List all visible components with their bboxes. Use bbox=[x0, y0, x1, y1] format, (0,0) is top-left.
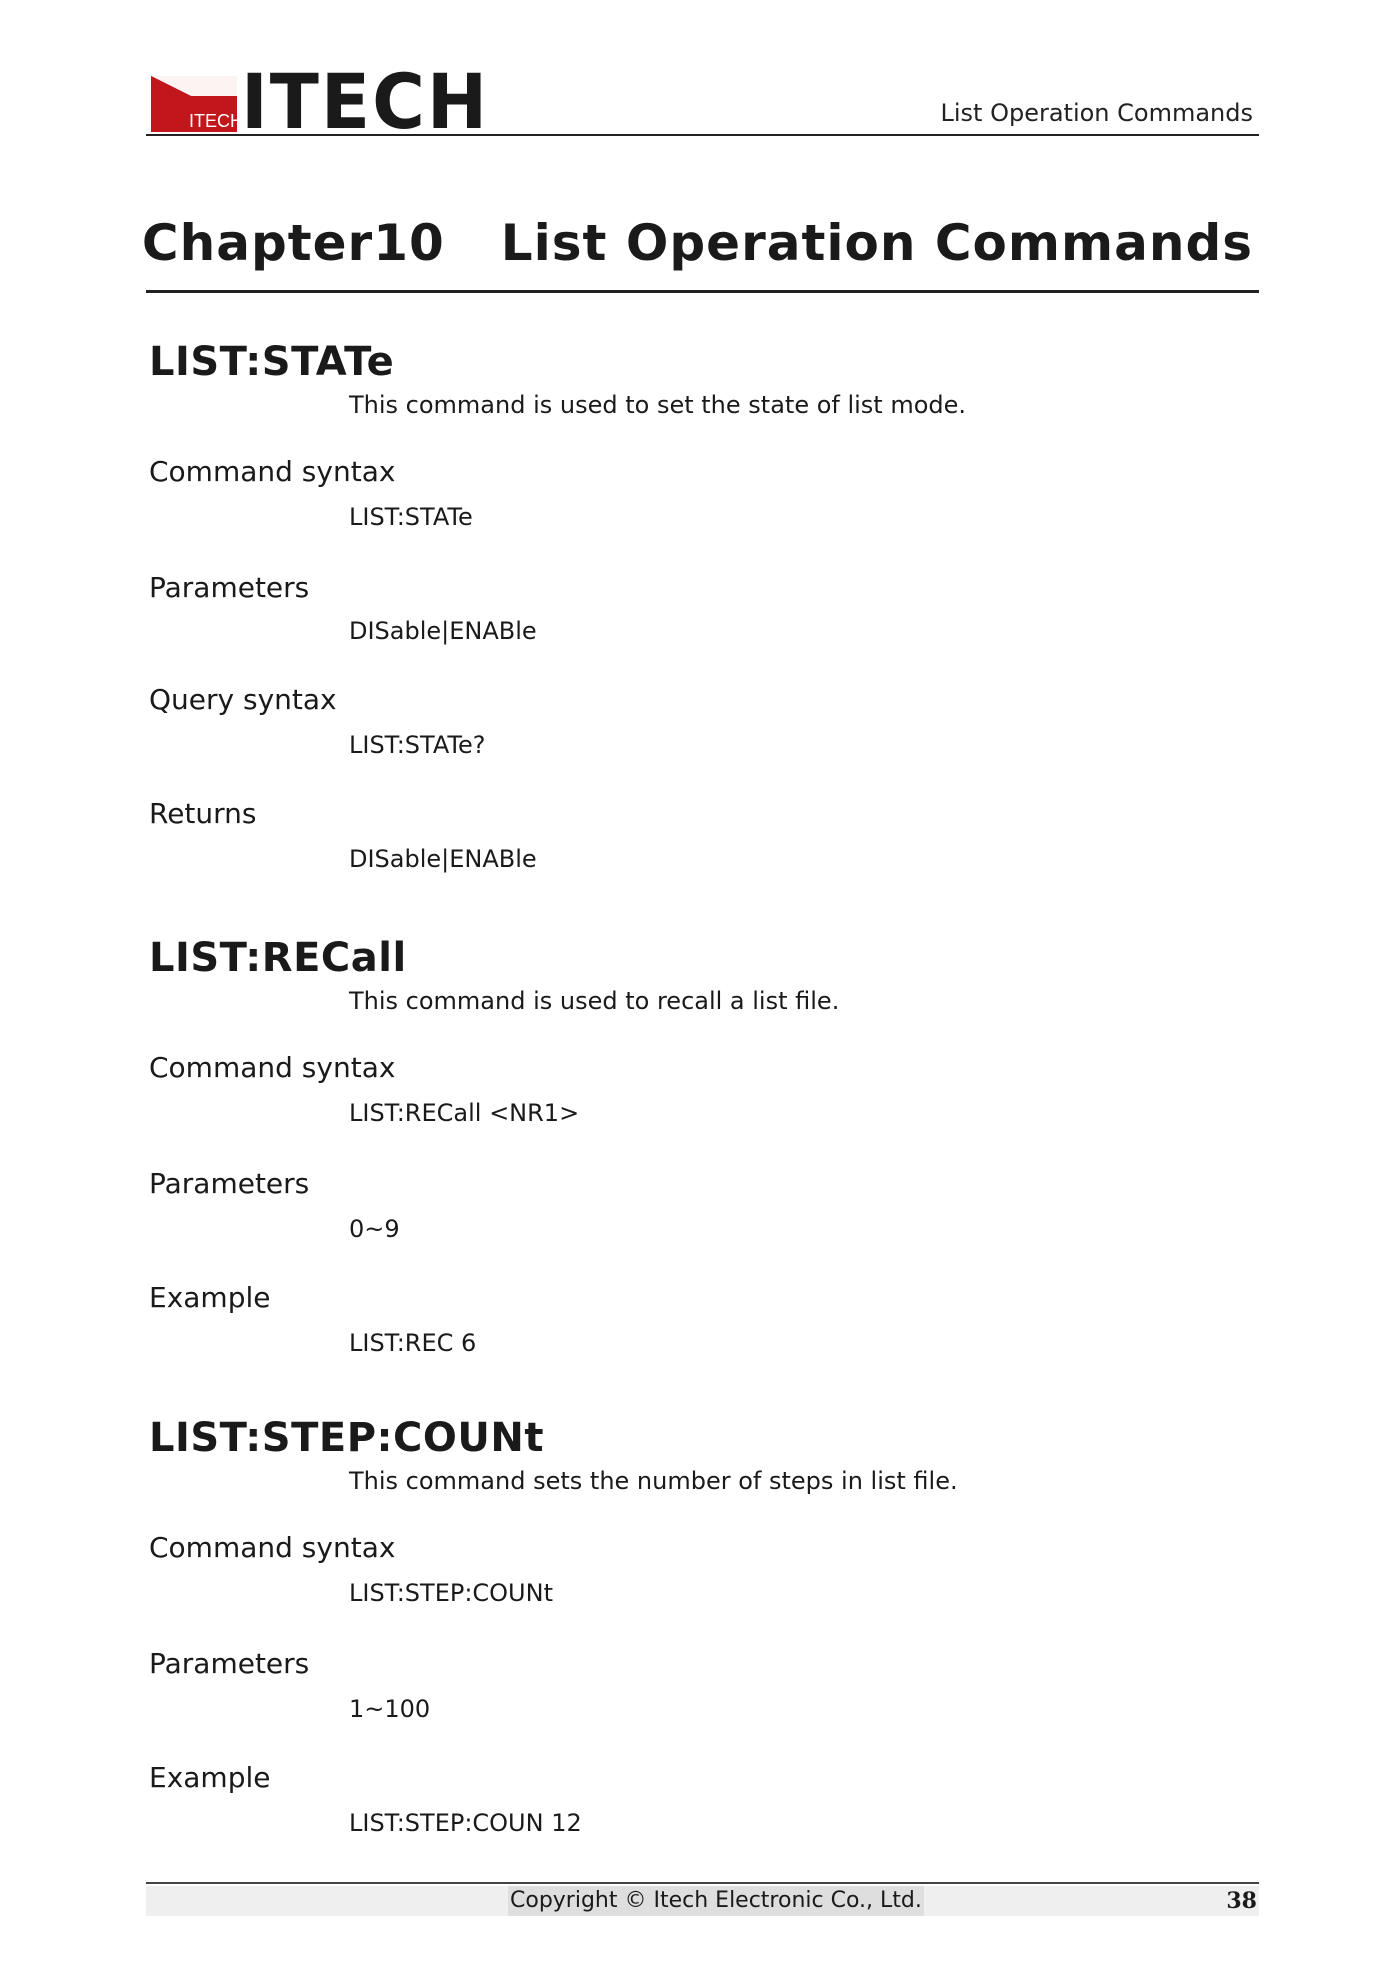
example-value: LIST:REC 6 bbox=[349, 1329, 477, 1357]
syntax-value: LIST:STATe bbox=[349, 503, 473, 531]
command-title: LIST:STEP:COUNt bbox=[149, 1415, 544, 1461]
chapter-heading bbox=[141, 210, 1259, 293]
parameters-value: 0~9 bbox=[349, 1215, 400, 1243]
header-section-title: List Operation Commands bbox=[940, 99, 1253, 127]
command-section-list-step-count bbox=[149, 1412, 1249, 1840]
example-label: Example bbox=[149, 1281, 271, 1314]
syntax-value: LIST:RECall <NR1> bbox=[349, 1099, 580, 1127]
command-section-list-state bbox=[149, 336, 1249, 876]
query-syntax-value: LIST:STATe? bbox=[349, 731, 486, 759]
syntax-label: Command syntax bbox=[149, 455, 396, 488]
page-number: 38 bbox=[1226, 1888, 1257, 1914]
query-syntax-label: Query syntax bbox=[149, 683, 337, 716]
copyright-text: Copyright © Itech Electronic Co., Ltd. bbox=[508, 1886, 924, 1916]
command-section-list-recall bbox=[149, 932, 1249, 1360]
itech-logo-wordmark: ITECH bbox=[241, 57, 490, 146]
command-title: LIST:RECall bbox=[149, 935, 407, 981]
example-label: Example bbox=[149, 1761, 271, 1794]
example-value: LIST:STEP:COUN 12 bbox=[349, 1809, 582, 1837]
parameters-value: 1~100 bbox=[349, 1695, 431, 1723]
parameters-label: Parameters bbox=[149, 1647, 310, 1680]
chapter-title: List Operation Commands bbox=[500, 214, 1253, 272]
page-footer bbox=[146, 1882, 1259, 1924]
command-title: LIST:STATe bbox=[149, 339, 395, 385]
syntax-value: LIST:STEP:COUNt bbox=[349, 1579, 553, 1607]
returns-label: Returns bbox=[149, 797, 257, 830]
svg-text:ITECH: ITECH bbox=[189, 111, 243, 131]
parameters-label: Parameters bbox=[149, 571, 310, 604]
syntax-label: Command syntax bbox=[149, 1051, 396, 1084]
parameters-label: Parameters bbox=[149, 1167, 310, 1200]
syntax-label: Command syntax bbox=[149, 1531, 396, 1564]
parameters-value: DISable|ENABle bbox=[349, 617, 537, 645]
itech-logo bbox=[151, 57, 490, 146]
returns-value: DISable|ENABle bbox=[349, 845, 537, 873]
command-description: This command is used to set the state of list mode. bbox=[349, 391, 967, 419]
chapter-number: Chapter10 bbox=[141, 214, 445, 272]
page-header bbox=[146, 57, 1259, 146]
command-description: This command sets the number of steps in list file. bbox=[349, 1467, 958, 1495]
command-description: This command is used to recall a list file. bbox=[349, 987, 840, 1015]
itech-logo-badge-icon bbox=[151, 76, 243, 132]
